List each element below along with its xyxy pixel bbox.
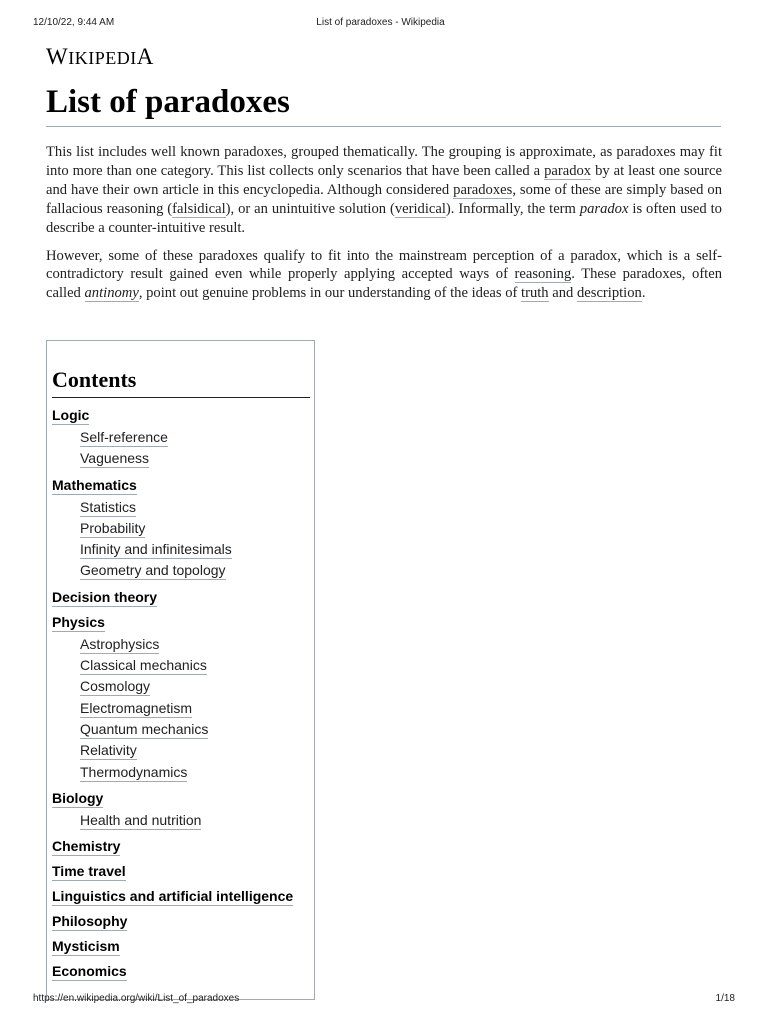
toc-sublist [52, 497, 310, 582]
toc-sublink[interactable]: Relativity [80, 742, 137, 759]
toc-sublink[interactable]: Vagueness [80, 450, 150, 467]
toc-link[interactable]: Time travel [52, 863, 126, 880]
toc-subitem [80, 676, 310, 697]
toc-link[interactable]: Mathematics [52, 476, 137, 493]
toc-item [52, 837, 310, 856]
print-footer [33, 993, 735, 1007]
toc-subitem [80, 740, 310, 761]
toc-sublink[interactable]: Self-reference [80, 429, 168, 445]
toc-subitem [80, 719, 310, 740]
toc-item [52, 912, 310, 931]
toc-subitem [80, 448, 310, 469]
toc-sublink[interactable]: Electromagnetism [80, 699, 193, 716]
link-truth[interactable]: truth [521, 285, 549, 302]
link-reasoning[interactable]: reasoning [514, 266, 572, 283]
wikipedia-logo[interactable]: WIKIPEDIA [46, 44, 154, 69]
page-title: List of paradoxes [46, 82, 721, 127]
toc-item [52, 862, 310, 881]
toc-link[interactable]: Philosophy [52, 913, 128, 930]
toc-link[interactable]: Economics [52, 963, 127, 980]
toc-sublink[interactable]: Cosmology [80, 678, 151, 695]
toc-sublink[interactable]: Classical mechanics [80, 657, 207, 674]
toc-item [52, 789, 310, 831]
toc-item [52, 406, 310, 470]
toc-item [52, 476, 310, 582]
toc-sublink[interactable]: Statistics [80, 498, 137, 515]
link-description[interactable]: description [576, 285, 642, 302]
intro-paragraph-1: This list includes well known paradoxes, grouped thematically. The grouping is approximate, as paradoxes may fit into more than one category. This list collects only scenarios that have been called a paradox by at least one source and have their own article in this encyclopedia. Although considered paradoxes, some of these are simply based on fallacious reasoning (falsidical), or an unintuitive solution (veridical). Informally, the term paradox is often used to describe a counter-intuitive result. [46, 144, 722, 236]
toc-subitem [80, 698, 310, 719]
toc-link[interactable]: Physics [52, 613, 105, 630]
toc-link[interactable]: Chemistry [52, 838, 121, 855]
print-timestamp: 12/10/22, 9:44 AM [33, 17, 115, 28]
toc-link[interactable]: Decision theory [52, 588, 158, 605]
toc-subitem [80, 634, 310, 655]
link-falsidical[interactable]: falsidical [172, 200, 226, 217]
toc-link[interactable]: Mysticism [52, 938, 120, 955]
toc-item [52, 887, 310, 906]
toc-subitem [80, 518, 310, 539]
toc-list [52, 406, 310, 981]
article-intro [46, 143, 722, 312]
toc-sublink[interactable]: Astrophysics [80, 635, 160, 652]
toc-item [52, 937, 310, 956]
toc-sublist [52, 634, 310, 783]
toc-subitem [80, 427, 310, 448]
link-paradoxes[interactable]: paradoxes [453, 181, 513, 198]
toc-sublink[interactable]: Infinity and infinitesimals [80, 541, 232, 558]
toc-sublink[interactable]: Geometry and topology [80, 562, 226, 579]
link-veridical[interactable]: veridical [394, 200, 446, 217]
print-url: https://en.wikipedia.org/wiki/List_of_paradoxes [33, 993, 240, 1004]
toc-link[interactable]: Biology [52, 789, 104, 806]
print-header [33, 17, 728, 31]
link-antinomy[interactable]: antinomy [84, 285, 139, 302]
toc-item [52, 613, 310, 783]
toc-sublist [52, 427, 310, 470]
toc-item [52, 588, 310, 607]
toc-sublink[interactable]: Health and nutrition [80, 811, 202, 828]
print-page-number: 1/18 [715, 993, 735, 1004]
toc-subitem [80, 810, 310, 831]
print-page-title: List of paradoxes - Wikipedia [316, 17, 445, 28]
toc-sublink[interactable]: Quantum mechanics [80, 720, 209, 737]
toc-item [52, 962, 310, 981]
toc-title: Contents [52, 367, 310, 398]
link-paradox[interactable]: paradox [544, 162, 592, 179]
toc-subitem [80, 762, 310, 783]
table-of-contents [46, 340, 315, 1000]
toc-link[interactable]: Linguistics and artificial intelligence [52, 888, 294, 905]
toc-subitem [80, 497, 310, 518]
toc-sublink[interactable]: Probability [80, 519, 146, 536]
toc-sublist [52, 810, 310, 831]
intro-paragraph-2: However, some of these paradoxes qualify to fit into the mainstream perception of a paradox, which is a self-contradictory result gained even while properly applying accepted ways of reasoning. These paradoxes, often called antinomy, point out genuine problems in our understanding of the ideas of truth and description. [46, 247, 723, 302]
toc-subitem [80, 560, 310, 581]
toc-subitem [80, 539, 310, 560]
toc-sublink[interactable]: Thermodynamics [80, 763, 188, 780]
toc-link[interactable]: Logic [52, 407, 90, 423]
toc-subitem [80, 655, 310, 676]
